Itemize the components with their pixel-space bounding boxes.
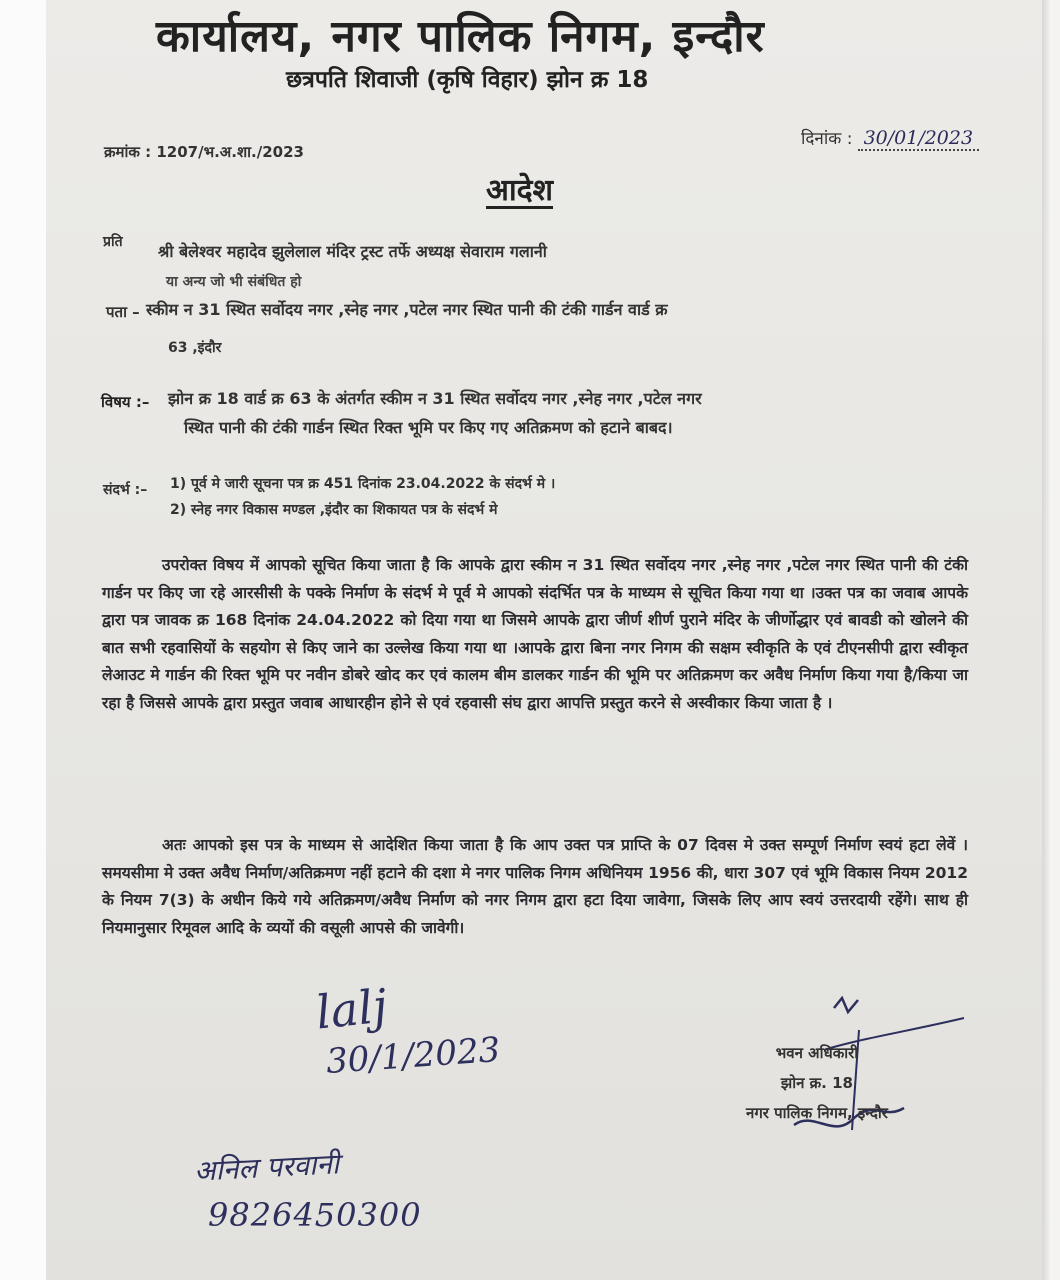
subject-label: विषय :– bbox=[101, 393, 150, 411]
address-line-1: स्कीम न 31 स्थित सर्वोदय नगर ,स्नेह नगर ,पटेल नगर स्थित पानी की टंकी गार्डन वार्ड क्र bbox=[146, 300, 668, 319]
to-label: प्रति bbox=[103, 234, 123, 250]
body-paragraph-1: उपरोक्त विषय में आपको सूचित किया जाता है कि आपके द्वारा स्कीम न 31 स्थित सर्वोदय नगर ,स्नेह नगर ,पटेल नगर स्थित पानी की टंकी गार्डन पर किए जा रहे आरसीसी के पक्के निर्माण के संदर्भ मे पूर्व मे आपको संदर्भित पत्र के माध्यम से सूचित किया गया था ।उक्त पत्र का जवाब आपके द्वारा पत्र जावक क्र 168 दिनांक 24.04.2022 को दिया गया था जिसमे आपके द्वारा जीर्ण शीर्ण पुराने मंदिर के जीर्णोद्धार एवं बावडी को खोलने की बात सभी रहवासियों के सहयोग से किए जाने का उल्लेख किया गया था ।आपके द्वारा बिना नगर निगम की सक्षम स्वीकृति के एवं टीएनसीपी द्वारा स्वीकृत लेआउट मे गार्डन की रिक्त भूमि पर नवीन डोबरे खोद कर एवं कालम बीम डालकर गार्डन की भूमि पर अतिक्रमण कर अवैध निर्माण किया गया है/किया जा रहा है जिससे आपके द्वारा प्रस्तुत जवाब आधारहीन होने से एवं रहवासी संघ द्वारा आपत्ति प्रस्तुत करने से अस्वीकार किया जाता है । bbox=[102, 556, 968, 712]
order-heading: आदेश bbox=[486, 173, 553, 208]
handwritten-name: अनिल परवानी bbox=[193, 1147, 340, 1188]
handwritten-date: 30/1/2023 bbox=[324, 1029, 502, 1083]
officer-title: भवन अधिकारी bbox=[775, 1044, 859, 1062]
officer-block bbox=[746, 1038, 888, 1128]
address-line-2: 63 ,इंदौर bbox=[168, 340, 222, 356]
handwritten-initials: lalj bbox=[313, 978, 390, 1040]
date-label: दिनांक : bbox=[801, 129, 853, 149]
subject-line-2: स्थित पानी की टंकी गार्डन स्थित रिक्त भूमि पर किए गए अतिक्रमण को हटाने बाबद। bbox=[184, 418, 673, 437]
date-value: 30/01/2023 bbox=[858, 127, 980, 151]
office-title: कार्यालय, नगर पालिक निगम, इन्दौर bbox=[156, 11, 765, 62]
paper-edge bbox=[1042, 0, 1052, 1280]
photo-left-margin bbox=[0, 0, 46, 1280]
reference-item-2: 2) स्नेह नगर विकास मण्डल ,इंदौर का शिकायत पत्र के संदर्भ मे bbox=[170, 502, 498, 518]
officer-office: नगर पालिक निगम, इन्दौर bbox=[746, 1104, 888, 1122]
reference-item-1: 1) पूर्व मे जारी सूचना पत्र क्र 451 दिनांक 23.04.2022 के संदर्भ मे । bbox=[170, 476, 556, 492]
address-label: पता – bbox=[106, 303, 140, 321]
officer-zone: झोन क्र. 18 bbox=[780, 1074, 853, 1092]
reference-number: क्रमांक : 1207/भ.अ.शा./2023 bbox=[104, 143, 304, 161]
zone-subtitle: छत्रपति शिवाजी (कृषि विहार) झोन क्र 18 bbox=[286, 67, 649, 93]
body-paragraph-2: अतः आपको इस पत्र के माध्यम से आदेशित किया जाता है कि आप उक्त पत्र प्राप्ति के 07 दिवस मे उक्त सम्पूर्ण निर्माण स्वयं हटा लेवें । समयसीमा मे उक्त अवैध निर्माण/अतिक्रमण नहीं हटाने की दशा मे नगर पालिक निगम अधिनियम 1956 की, धारा 307 एवं भूमि विकास नियम 2012 के नियम 7(3) के अधीन किये गये अतिक्रमण/अवैध निर्माण को नगर निगम द्वारा हटा दिया जावेगा, जिसके लिए आप स्वयं उत्तरदायी रहेंगे। साथ ही नियमानुसार रिमूवल आदि के व्ययों की वसूली आपसे की जावेगी। bbox=[102, 836, 968, 937]
handwritten-phone: 9826450300 bbox=[208, 1196, 422, 1234]
addressee-note: या अन्य जो भी संबंधित हो bbox=[166, 274, 302, 290]
official-letter bbox=[46, 0, 1052, 1280]
date-block bbox=[801, 126, 979, 149]
addressee-name: श्री बेलेश्वर महादेव झुलेलाल मंदिर ट्रस्ट तर्फे अध्यक्ष सेवाराम गलानी bbox=[158, 242, 547, 261]
subject-line-1: झोन क्र 18 वार्ड क्र 63 के अंतर्गत स्कीम न 31 स्थित सर्वोदय नगर ,स्नेह नगर ,पटेल नगर bbox=[168, 389, 702, 408]
references-label: संदर्भ :– bbox=[103, 482, 148, 498]
